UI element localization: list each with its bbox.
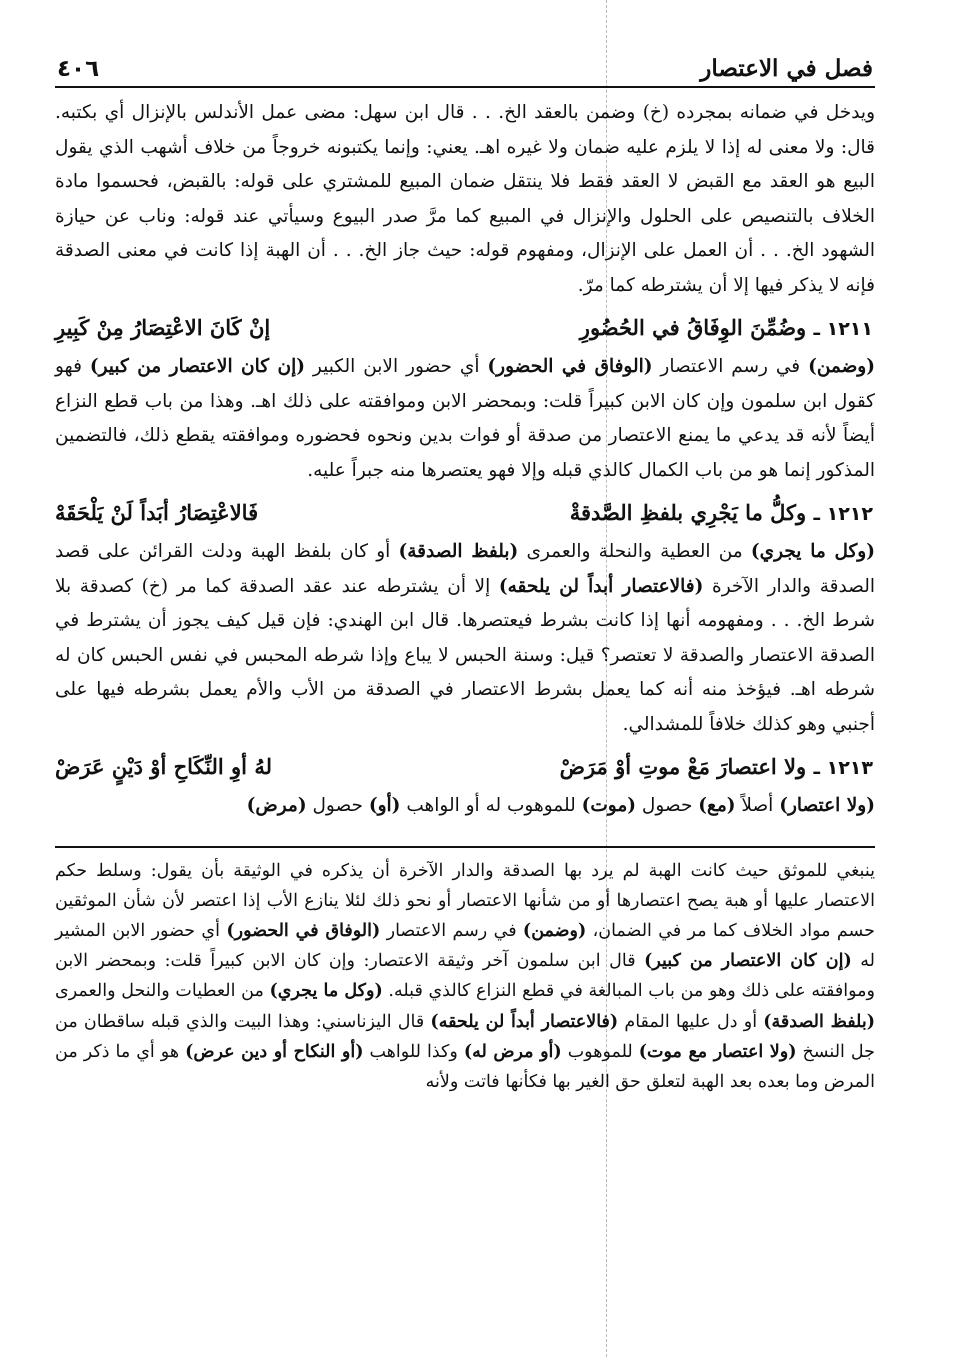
- quoted-verse: (بلفظ الصدقة): [763, 1011, 875, 1032]
- quoted-verse: (أو النكاح أو دين عرض): [185, 1041, 364, 1062]
- quoted-verse: (أو): [368, 795, 401, 816]
- verse-1213-first-hemistich: [560, 748, 873, 787]
- verse-1211: [55, 309, 875, 348]
- commentary-text: حصول: [306, 795, 369, 816]
- footnote-text: هو أي ما ذكر من المرض وما بعده بعد الهبة لتعلق حق الغير بها فكأنها فاتت ولأنه: [55, 1041, 875, 1092]
- quoted-verse: (موت): [581, 795, 637, 816]
- verse-text: ولا اعتصارَ مَعْ موتِ أوْ مَرَضْ: [559, 754, 807, 779]
- footnote-text: من العطيات والنحل والعمرى: [55, 981, 270, 1002]
- verse-1212-second-hemistich: فَالاعْتِصَارُ أبَداً لَنْ يَلْحَقَهْ: [55, 500, 259, 525]
- page-number: ٤٠٦: [57, 56, 100, 82]
- quoted-verse: (أو مرض له): [463, 1041, 562, 1062]
- quoted-verse: (إن كان الاعتصار من كبير): [644, 951, 852, 972]
- chapter-title: فصل في الاعتصار: [700, 55, 873, 82]
- commentary-text: أو كان بلفظ الهبة ودلت القرائن على قصد الصدقة والدار الآخرة: [55, 541, 875, 597]
- verse-1211-first-hemistich: [580, 309, 873, 348]
- quoted-verse: (بلفظ الصدقة): [398, 541, 519, 562]
- verse-1213-second-hemistich: لهُ أوِ النِّكَاحِ أوْ دَيْنٍ عَرَضْ: [55, 754, 272, 779]
- commentary-paragraph-3: [55, 535, 875, 742]
- verse-1213: [55, 748, 875, 787]
- verse-1212: [55, 494, 875, 533]
- commentary-text: فهو كقول ابن سلمون وإن كان الابن كبيراً قلت: وبمحضر الابن وموافقته على ذلك اهـ. وهذا من باب قطع النزاع أيضاً لأنه قد يدعي ما يمنع الاعتصار من صدقة أو فوات بدين ونحوه فحضوره وموافقته يقطع ذلك، فالتضمين المذكور إنما هو من باب الكمال كالذي قبله وإلا فهو يعتصرها منه جبراً عليه.: [55, 356, 875, 481]
- quoted-verse: (وكل ما يجري): [269, 981, 383, 1002]
- commentary-paragraph-1: ويدخل في ضمانه بمجرده (خ) وضمن بالعقد الخ. . . قال ابن سهل: مضى عمل الأندلس بالإنزال أي بكتبه. قال: ولا معنى له إذا لا يلزم عليه ضمان ولا غيره اهـ. يعني: وإنما يكتبونه خروجاً من خلاف أشهب الذي يقول البيع هو العقد مع القبض لا العقد فقط فلا ينتقل ضمان المبيع للمشتري على قوله: بالقبض، فحسموا مادة الخلاف بالتنصيص على الحلول والإنزال في المبيع كما مرَّ صدر البيوع وسيأتي عند قوله: وناب عن حيازة الشهود الخ. . . أن العمل على الإنزال، ومفهوم قوله: حيث جاز الخ. . . أن الهبة إذا كانت في معنى الصدقة فإنه لا يذكر فيها إلا أن يشترطه كما مرّ.: [55, 102, 875, 296]
- quoted-verse: (ولا اعتصار): [779, 795, 875, 816]
- quoted-verse: (ولا اعتصار مع موت): [638, 1041, 797, 1062]
- running-header: [55, 52, 875, 88]
- verse-text: وكلُّ ما يَجْرِي بلفظِ الصَّدقةْ: [569, 500, 807, 525]
- commentary-text: من العطية والنحلة والعمرى: [518, 541, 751, 562]
- quoted-verse: (الوفاق في الحضور): [226, 920, 381, 941]
- commentary-paragraph-4: [55, 789, 875, 824]
- footnote-text: قال اليزناسني: وهذا البيت والذي قبله ساقطان من جل النسخ: [55, 1011, 875, 1062]
- commentary-text: أصلاً: [735, 795, 780, 816]
- footnote-text: أو دل عليها المقام: [618, 1011, 764, 1032]
- footnote-divider: [55, 846, 875, 848]
- quoted-verse: (وضمن): [808, 356, 875, 377]
- verse-number: ١٢١١ ـ: [813, 318, 873, 340]
- footnote-text: للموهوب: [561, 1041, 639, 1062]
- quoted-verse: (إن كان الاعتصار من كبير): [89, 356, 306, 377]
- quoted-verse: (فالاعتصار أبداً لن يلحقه): [498, 575, 704, 597]
- footnote-text: أي حضور الابن المشير له: [55, 920, 875, 972]
- quoted-verse: (وضمن): [522, 920, 587, 941]
- commentary-text: للموهوب له أو الواهب: [400, 795, 582, 816]
- commentary-text: إلا أن يشترطه عند عقد الصدقة كما مر (خ) كصدقة بلا شرط الخ. . . ومفهومه أنها إذا كانت بشرط فيعتصرها. قال ابن الهندي: فإن قيل كيف يجوز أن يشترط في الصدقة الاعتصار والصدقة لا تعتصر؟ قيل: وسنة الحبس لا يباع وإذا شرطه المحبس في نفس الحبس كان له شرطه اهـ. فيؤخذ منه أنه كما يعمل بشرط الاعتصار في الصدقة من الأب والأم يعمل بشرطه فيها على أجنبي وهو كذلك خلافاً للمشدالي.: [55, 575, 875, 735]
- quoted-verse: (فالاعتصار أبداً لن يلحقه): [430, 1011, 619, 1032]
- commentary-paragraph-2: [55, 350, 875, 488]
- verse-text: وضُمِّنَ الوِفَاقُ في الحُضُورِ: [579, 315, 807, 340]
- verse-1212-first-hemistich: [570, 494, 873, 533]
- book-page: [55, 52, 875, 1342]
- commentary-text: حصول: [636, 795, 699, 816]
- quoted-verse: (مع): [698, 795, 736, 816]
- commentary-text: أي حضور الابن الكبير: [305, 356, 488, 377]
- quoted-verse: (مرض): [246, 795, 307, 816]
- footnote-text: ينبغي للموثق حيث كانت الهبة لم يرد بها الصدقة والدار الآخرة أن يذكره في الوثيقة بأن يقول: وسلط حكم الاعتصار عليها أو هبة يصح اعتصارها أو من شأنها الاعتصار أو نحو ذلك لئلا ينازع الأب إذا اعتصر لأن شأن الموثقين حسم مواد الخلاف كما مر في الضمان،: [55, 860, 875, 941]
- footnote-text: وكذا للواهب: [363, 1041, 464, 1062]
- commentary-text: في رسم الاعتصار: [652, 356, 809, 377]
- verse-1211-second-hemistich: إنْ كَانَ الاعْتِصَارُ مِنْ كَبِيرِ: [55, 315, 271, 340]
- verse-number: ١٢١٣ ـ: [813, 757, 873, 779]
- quoted-verse: (وكل ما يجري): [750, 541, 875, 562]
- verse-number: ١٢١٢ ـ: [813, 503, 873, 525]
- footnote-text: قال ابن سلمون آخر وثيقة الاعتصار: وإن كان الابن كبيراً قلت: وبمحضر الابن وموافقته على ذلك وهو من باب المبالغة في قطع النزاع كالذي قبله.: [55, 951, 875, 1002]
- footnote-text: في رسم الاعتصار: [380, 920, 523, 941]
- quoted-verse: (الوفاق في الحضور): [487, 356, 653, 377]
- footnote-paragraph: [55, 856, 875, 1098]
